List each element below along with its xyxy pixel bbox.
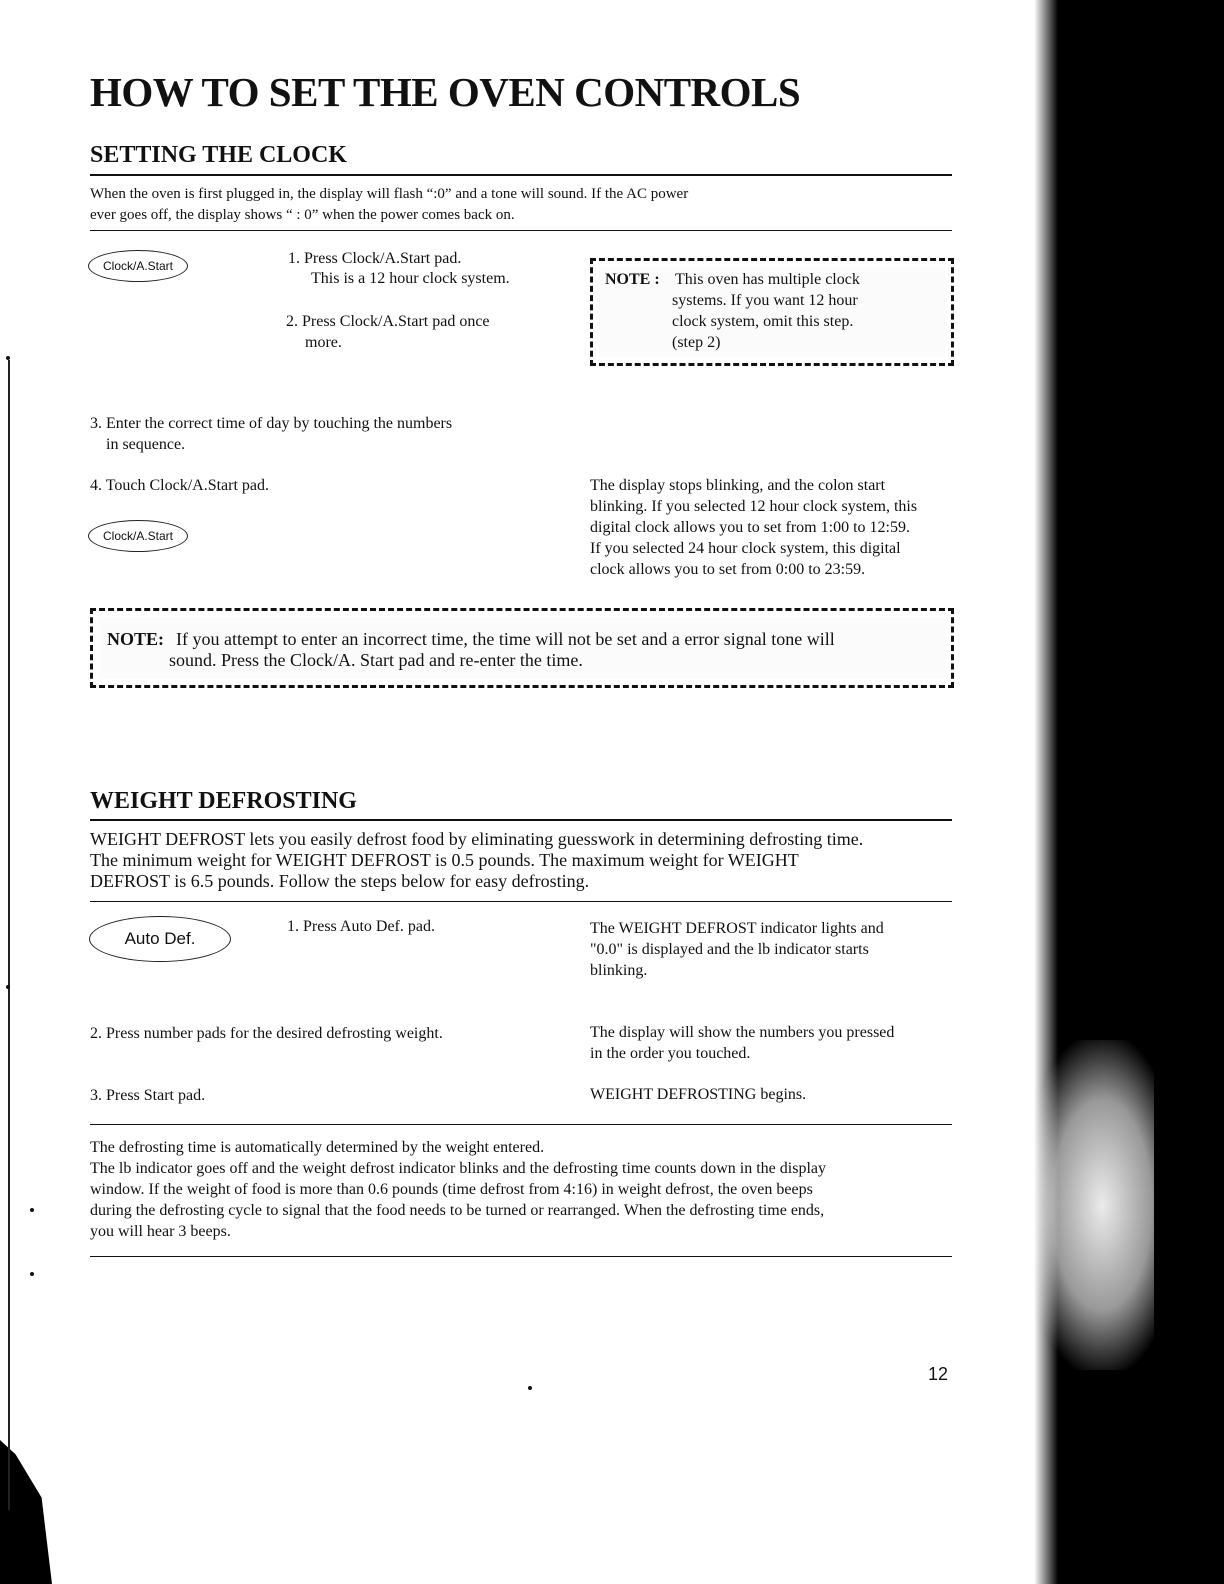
scan-edge-line <box>8 360 10 1510</box>
defrost-heading-rule <box>90 819 952 821</box>
clock-step-3-detail: in sequence. <box>106 436 186 453</box>
clock-note-box <box>590 258 954 366</box>
clock-result-line: digital clock allows you to set from 1:00 to 12:59. <box>590 519 910 536</box>
note-text-line: systems. If you want 12 hour <box>672 292 858 309</box>
defrost-step-1-result: "0.0" is displayed and the lb indicator starts <box>590 941 869 958</box>
defrost-intro-line: WEIGHT DEFROST lets you easily defrost food by eliminating guesswork in determining defrosting time. <box>90 829 864 849</box>
clock-step-4: 4. Touch Clock/A.Start pad. <box>90 477 270 494</box>
defrost-footer-line: during the defrosting cycle to signal that the food needs to be turned or rearranged. When the defrosting time ends, <box>90 1202 825 1219</box>
scan-speck <box>30 1272 34 1276</box>
clock-intro-line: ever goes off, the display shows “ : 0” when the power comes back on. <box>90 207 515 223</box>
note-text-line: If you attempt to enter an incorrect time, the time will not be set and a error signal tone will <box>176 629 835 649</box>
note-text-line: sound. Press the Clock/A. Start pad and re-enter the time. <box>169 650 583 670</box>
clock-step-2: 2. Press Clock/A.Start pad once <box>286 313 490 330</box>
defrost-intro-rule <box>90 901 952 902</box>
clock-start-pad[interactable]: Clock/A.Start <box>88 520 188 552</box>
clock-result-line: blinking. If you selected 12 hour clock system, this <box>590 498 918 515</box>
defrost-footer-line: you will hear 3 beeps. <box>90 1223 231 1240</box>
note-text-line: (step 2) <box>672 334 721 351</box>
clock-intro-line: When the oven is first plugged in, the display will flash “:0” and a tone will sound. If the AC power <box>90 186 689 202</box>
defrost-intro-line: DEFROST is 6.5 pounds. Follow the steps below for easy defrosting. <box>90 871 590 891</box>
scan-speck <box>30 1208 34 1212</box>
clock-error-note-box <box>90 608 954 688</box>
scan-speck <box>6 356 10 360</box>
clock-step-1: 1. Press Clock/A.Start pad. <box>288 250 462 267</box>
defrost-step-1-result: The WEIGHT DEFROST indicator lights and <box>590 920 884 937</box>
defrost-footer-line: The defrosting time is automatically determined by the weight entered. <box>90 1139 545 1156</box>
clock-start-pad[interactable]: Clock/A.Start <box>88 250 188 282</box>
note-label: NOTE : <box>605 271 660 288</box>
defrost-step-1-result: blinking. <box>590 962 648 979</box>
page-title: HOW TO SET THE OVEN CONTROLS <box>90 69 801 115</box>
defrost-section-heading: WEIGHT DEFROSTING <box>90 788 357 814</box>
clock-intro-rule <box>90 230 952 231</box>
auto-def-pad[interactable]: Auto Def. <box>89 916 231 962</box>
note-text-line: clock system, omit this step. <box>672 313 854 330</box>
clock-step-3: 3. Enter the correct time of day by touching the numbers <box>90 415 453 432</box>
defrost-step-2: 2. Press number pads for the desired defrosting weight. <box>90 1025 443 1042</box>
clock-heading-rule <box>90 174 952 176</box>
defrost-footer-line: The lb indicator goes off and the weight defrost indicator blinks and the defrosting time counts down in the display <box>90 1160 826 1177</box>
scan-glare <box>1024 1040 1154 1370</box>
defrost-step-2-result: The display will show the numbers you pressed <box>590 1024 895 1041</box>
defrost-footer-rule <box>90 1256 952 1257</box>
defrost-step-3: 3. Press Start pad. <box>90 1087 206 1104</box>
defrost-step-3-result: WEIGHT DEFROSTING begins. <box>590 1086 807 1103</box>
clock-result-line: clock allows you to set from 0:00 to 23:59. <box>590 561 866 578</box>
note-label: NOTE: <box>107 629 165 649</box>
defrost-steps-rule <box>90 1124 952 1125</box>
note-text-line: This oven has multiple clock <box>675 271 860 288</box>
scan-speck <box>6 985 10 989</box>
defrost-step-2-result: in the order you touched. <box>590 1045 751 1062</box>
clock-section-heading: SETTING THE CLOCK <box>90 142 347 168</box>
defrost-footer-line: window. If the weight of food is more than 0.6 pounds (time defrost from 4:16) in weight defrost, the oven beeps <box>90 1181 813 1198</box>
page-number: 12 <box>928 1364 949 1384</box>
clock-result-line: If you selected 24 hour clock system, this digital <box>590 540 901 557</box>
defrost-step-1: 1. Press Auto Def. pad. <box>287 918 435 935</box>
clock-step-2-detail: more. <box>305 334 342 351</box>
clock-step-1-detail: This is a 12 hour clock system. <box>311 270 510 287</box>
defrost-intro-line: The minimum weight for WEIGHT DEFROST is 0.5 pounds. The maximum weight for WEIGHT <box>90 850 799 870</box>
scan-speck <box>528 1386 532 1390</box>
clock-result-line: The display stops blinking, and the colon start <box>590 477 886 494</box>
